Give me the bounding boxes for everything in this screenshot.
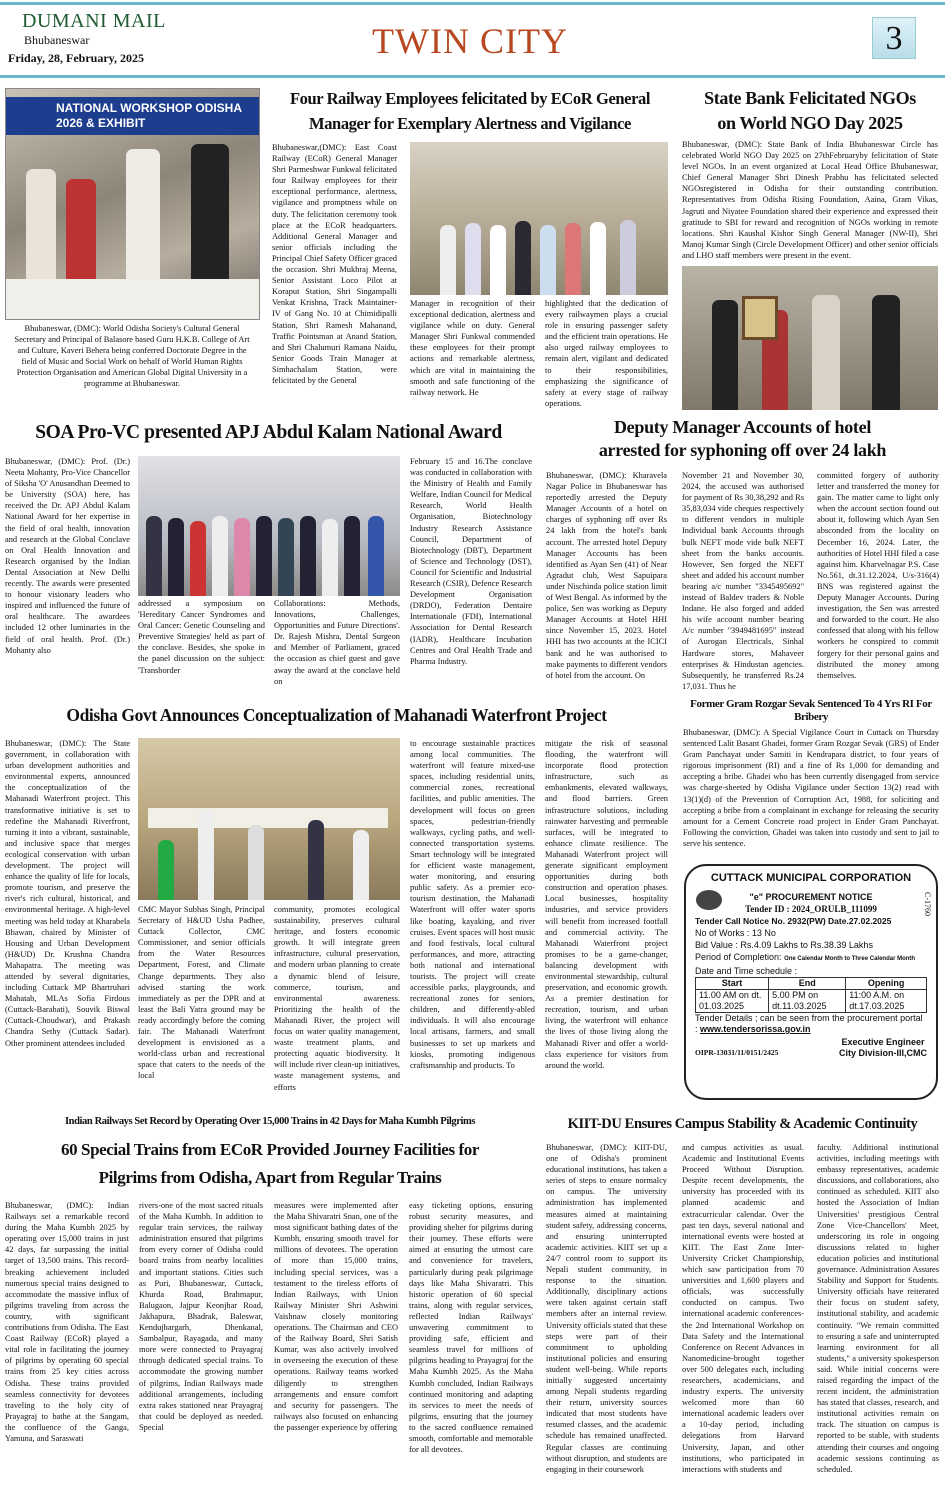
soa-headline: SOA Pro-VC presented APJ Abdul Kalam National Award <box>35 422 502 443</box>
workshop-banner: NATIONAL WORKSHOP ODISHA 2026 & EXHIBIT <box>6 97 259 135</box>
table-cell: 11.00 AM on dt. 01.03.2025 <box>696 990 769 1013</box>
paper-name: DUMANI MAIL <box>22 10 166 32</box>
deputy-col-3: committed forgery of authority letter and transferred the money for gain. The matter came to light only when the account section found out about it, following which Ayan Sen absconded from the locality on December 16, 2024. Later, the authorities of Hotel HHI filed a case against him. Kharvelnagar P.S. Case No.561, dt.31.12.2024, U/s-316(4) BNS was registered against the Deputy Manager Accounts. During investigation, the Sen was arrested and forwarded to the court. He also confessed that along with his fellow workers he conspired to commit forgery for their personal gains and distributed the money among themselves. <box>817 471 939 680</box>
kumbh-headline <box>5 1136 535 1192</box>
sbi-photo <box>682 266 938 410</box>
section-title: TWIN CITY <box>372 21 568 61</box>
kiit-col-3: faculty. Additional institutional activities, including meetings with embassy representatives, academic discussions, and collaborations, also continued as scheduled. KIIT also hosted the Association of Indian Universities' prestigious Central Zone Vice-Chancellors' Meet, underscoring its role in ongoing discussions related to higher education policies and institutional governance. Administration Assures Stability and Support for Students. University officials have reiterated their focus on student safety, institutional stability, and academic continuity. "We remain committed to ensuring a safe and uninterrupted learning environment for all students," a university spokesperson said. While initial concerns were raised regarding the impact of the recent incident, the administration has stated that classes, research, and institutional activities remain on track. The situation on campus is reported to be stable, with students attending their courses and ongoing academic sessions continuing as scheduled. <box>817 1143 939 1474</box>
kumbh-col-3: measures were implemented after the Maha Shivaratri Snan, one of the most significant bathing dates of the Kumbh, ensuring smooth travel for millions of devotees. The operation of more than 15,000 trains, including special services, was a testament to the tireless efforts of Indian Railways, with Union Railway Minister Shri Ashwini Vaishnaw closely monitoring operations. The Chairman and CEO of the Railway Board, Shri Satish Kumar, was also actively involved in overseeing the execution of these operations. Railway teams worked diligently to strengthen arrangements and ensure comfort and security for passengers. The railways also focused on enhancing the passenger experience by offering <box>274 1201 398 1432</box>
bottom-rule <box>0 75 945 78</box>
kumbh-col-4: easy ticketing options, ensuring robust security measures, and providing shelter for pilgrims during their journey. These efforts were aimed at ensuring the utmost care and convenience for travelers, particularly during peak pilgrimage days like Maha Shivaratri. This historic operation of 60 special trains, along with regular services, reflected Indian Railways' unwavering commitment to providing safe, efficient and seamless travel for millions of pilgrims heading to Prayagraj for the Maha Kumbh 2025. As the Maha Kumbh concluded, Indian Railways continued monitoring and adapting its services to meet the needs of pilgrims, ensuring that the journey to the sacred confluence remained smooth, comfortable and memorable for all devotees. <box>409 1201 533 1455</box>
mahanadi-col-4: to encourage sustainable practices among local communities. The waterfront will feature mixed-use spaces, including residential units, commercial zones, recreational facilities, and public amenities. The development will focus on green spaces, pedestrian-friendly walkways, cycling paths, and well-connected transportation systems. Smart technology will be integrated for efficient waste management, water monitoring, and ensuring public safety. As a premier eco-tourism destination, the Mahanadi Waterfront will offer water sports like boating, kayaking, and river cruises. Event spaces will host music and food festivals, local cultural performances, and more, attracting both national and international tourists. The project will create accessible parks, playgrounds, and recreational zones for seniors, children, and differently-abled individuals. It will also encourage local artisans, farmers, and small businesses to set up markets and kiosks, promoting indigenous craftsmanship and products. To <box>410 739 535 1070</box>
tender-details: Tender Details ; can be seen from the procurement portal : <box>695 1013 923 1034</box>
issue-date: Friday, 28, February, 2025 <box>8 51 144 65</box>
workshop-caption: Bhubaneswar, (DMC): World Odisha Society's Cultural General Secretary and Principal of Balasore based Guru H.K.B. College of Art and Culture, Kaveri Behera being conferred Doctorate Degree in the field of Music and Social Work on behalf of World Human Rights Protection Organisation and American Global Digital University in a programme at Bhubaneswar. <box>14 324 250 389</box>
tender-id: Tender ID : 2024_ORULB_111099 <box>745 904 877 914</box>
railway-col-1: Bhubaneswar,(DMC): East Coast Railway (ECoR) General Manager Shri Parmeshwar Funkwal felicitated four Railway employees for their exceptional performance, alertness, vigilance and promptness while on duty. The felicitation ceremony took place at the ECoR headquarters. Additional General Manager and senior officials including the Principal Chief Safety Officer graced the occasion. Shri Mukhraj Meena, Senior Assistant Loco Pilot at Koraput Station, Shri Singampalli Venkat Krishna, Track Maintainer-IV of Gang No. 10 at Chimidipalli Station, Shri Ramesh Mahanand, Traffic Pointsman at Anand Station, and Shri Chalumuri Ramana Naidu, Senior Goods Train Manager at Simhachalam Station, were felicitated by the General <box>272 143 397 385</box>
schedule-label: Date and Time schedule : <box>695 966 798 976</box>
page-number: 3 <box>872 17 916 59</box>
grs-body: Bhubaneswar, (DMC): A Special Vigilance Court in Cuttack on Thursday sentenced Lalit Basant Ghadei, former Gram Rozgar Sevak (GRS) of Ender Gram Panchayat under Samiti in Kendrapara district, to four years of rigorous imprisonment (RI) and a fine of Rs 1,000 for demanding and accepting a bribe. Ghadei who has been currently disengaged from service was charge-sheeted by Odisha Vigilance under Section 13(2) read with 13(1)(d) of the Prevention of Corruption Act, 1988, for soliciting and accepting a bribe from a complainant in exchange for releasing the security amount for a Cement Concrete road project in Ender Gram Panchayat. Following the conviction, Ghadei was taken into custody and sent to jail to serve his sentence. <box>683 728 939 848</box>
schedule-table <box>695 977 927 1013</box>
tender-org: CUTTACK MUNICIPAL CORPORATION <box>710 872 912 884</box>
mahanadi-col-5: mitigate the risk of seasonal flooding, the waterfront will incorporate flood protection infrastructure, such as embankments, elevated walkways, and flood barriers. Green infrastructure solutions, including rainwater harvesting and permeable surfaces, will be integrated to enhance climate resilience. The Mahanadi Waterfront project will generate significant employment opportunities during both construction and operation phases. Local businesses, hospitality industries, and service providers will benefit from increased footfall and commercial activity. The Mahanadi Waterfront project promises to be a game-changer, balancing development with environmental stewardship, cultural preservation, and economic growth. As a premier destination for recreation, tourism, and urban living, the waterfront will enhance the lives of those living along the Mahanadi River and offer a world-class experience for visitors from around the world. <box>545 739 668 1070</box>
period-value: One Calendar Month to Three Calendar Month <box>784 956 916 962</box>
grs-headline: Former Gram Rozgar Sevak Sentenced To 4 Yrs RI For Bribery <box>690 698 932 723</box>
soa-photo <box>138 456 400 596</box>
soa-col-2: addressed a symposium on 'Hereditary Cancer Syndromes and Oral Cancer: Genetic Counseling and Preventive Strategies' held as part of the conclave. Besides, she spoke in the panel discussion on the subject: 'Transborder <box>138 599 265 675</box>
tender-notice <box>684 864 938 1100</box>
signatory <box>839 1037 927 1059</box>
railway-col-3: highlighted that the dedication of every railwaymen plays a crucial role in ensuring passenger safety and the efficient train operations. He also urged railway employees to remain alert, vigilant and dedicated to their responsibilities, emphasizing the significance of safety at every stage of railway operations. <box>545 299 668 408</box>
city: Bhubaneswar <box>24 33 90 47</box>
soa-col-1: Bhubaneswar, (DMC): Prof. (Dr.) Neeta Mohanty, Pro-Vice Chancellor of Siksha 'O' Anusandhan Deemed to be University (SOA) here, has received the Dr. APJ Abdul Kalam National Award for her expertise in the field of oral health, innovation and research at the Global Conclave on Oral Health Innovation and Research organised by the Indian Dental Association at New Delhi recently. The awards were presented to honour visionary leaders who inspired and influenced the future of oral healthcare. The awardees included 12 other luminaries in the field of oral health. Prof. (Dr.) Mohanty also <box>5 457 130 655</box>
table-cell: 11:00 A.M. on dt.17.03.2025 <box>846 990 927 1013</box>
sbi-body: Bhubaneswar, (DMC): State Bank of India Bhubaneswar Circle has celebrated World NGO Day 2025 on 27thFebruaryby felicitation of State level NGOs. In an event organized at Local Head Office Bhubaneswar, Chief General Manager Shri Dinesh Prabhu has felicitated selected NGOsregistered in Odisha for their outstanding contribution. Representatives from Odisha Rising Foundation, Aaina, Gram Vikas, Jagruti and Niyatee Foundation shared their experience and expressed their gratitude to SBI for reward and recognition of NGOs working in remote locations. Shri Kaushal Kishor Singh General Manager (NW-II), Shri Manoj Kumar Singh (Circle Development Officer) and other senior officials and LHO staff members were present in the event. <box>682 140 938 260</box>
deputy-col-1: Bhubaneswar, (DMC): Kharavela Nagar Police in Bhubaneswar has reportedly arrested the Deputy Manager Accounts of a hotel on charges of syphoning off over Rs 24 lakh from the hotel's bank account. The arrested hotel Deputy Manager Accounts has been identified as Ayan Sen (41) of Near Agradut club, West Sapuipara under Nischinda police station limit of West Bengal. As informed by the police, Sen was working as Deputy Manager Accounts at Hotel HHI since November 15, 2023. Hotel HHI has two accounts at the ICICI bank and he was authorised to make payments to different vendors of hotel from the account. On <box>546 471 667 680</box>
signatory-title: Executive Engineer <box>841 1037 925 1047</box>
mahanadi-headline: Odisha Govt Announces Conceptualization of Mahanadi Waterfront Project <box>66 705 607 725</box>
railway-headline <box>272 86 668 136</box>
headline-line: Four Railway Employees felicitated by ECoR General <box>289 89 651 108</box>
mahanadi-col-1: Bhubaneswar, (DMC): The State government, in collaboration with urban development authorities and environmental experts, announced the conceptualization of the Mahanadi Waterfront project. This transformative initiative is set to redefine the Mahanadi Riverfront, turning it into a vibrant, sustainable, and inclusive space that merges ecological conservation with urban development. The project will enhance the quality of life for locals, promote tourism, and preserve the river's rich cultural, historical, and environmental heritage. A high-level meeting was held today at Kharabela Bhawan, chaired by Minister of Housing and Urban Development (H&UD) Dr. Krushna Chandra Mahapatra. The meeting was attended by several dignitaries, including Cuttack MP Bhartruhari Mahatab, MLAs Sofia Firdous (Cuttack-Barabati), Souvik Biswal (Cuttack-Choudwar), and Prakash Chandra Sethy (Cuttack Sadar). Other prominent attendees included <box>5 739 130 1048</box>
headline-line: 60 Special Trains from ECoR Provided Journey Facilities for <box>60 1140 480 1159</box>
mahanadi-col-3: community, promotes ecological sustainability, preserves cultural heritage, and fosters economic growth. It will integrate green infrastructure, cultural preservation, and modern urban planning to create a dynamic blend of leisure, commerce, tourism, and environmental awareness. Prioritizing the health of the Mahanadi River, the project will focus on water quality management, waste treatment plants, and protecting aquatic biodiversity. It will include river clean-up initiatives, waste management systems, and efforts <box>274 905 400 1092</box>
workshop-photo <box>5 88 260 320</box>
tender-works: No of Works : 13 No <box>695 928 776 938</box>
signatory-office: City Division-III,CMC <box>838 1048 927 1058</box>
tender-bid-value: Bid Value : Rs.4.09 Lakhs to Rs.38.39 Lakhs <box>695 940 873 950</box>
headline-line: Deputy Manager Accounts of hotel <box>613 417 872 437</box>
kiit-headline: KIIT-DU Ensures Campus Stability & Academic Continuity <box>567 1116 918 1132</box>
table-cell: 5.00 PM on dt.11.03.2025 <box>769 990 846 1013</box>
headline-line: arrested for syphoning off over 24 lakh <box>598 440 887 460</box>
headline-line: State Bank Felicitated NGOs <box>704 88 916 108</box>
headline-line: Pilgrims from Odisha, Apart from Regular Trains <box>98 1168 442 1187</box>
railway-col-2: Manager in recognition of their exceptional dedication, alertness and vigilance while on duty. General Manager Shri Funkwal commended these employees for their prompt actions and remarkable alertness, which are vital in maintaining the smooth and safe functioning of the railway network. He <box>410 299 535 397</box>
mahanadi-photo <box>138 738 400 900</box>
table-header: End <box>769 978 846 990</box>
kumbh-col-2: rivers-one of the most sacred rituals of the Maha Kumbh. In addition to regular train services, the railway administration ensured that pilgrims from every corner of Odisha could board trains from nearby localities and important stations. Cities such as Puri, Bhubaneswar, Cuttack, Khurda Road, Brahmapur, Balugaon, Jajpur Keonjhar Road, Jakhapura, Bhadrak, Baleswar, Kendujhargarh, Dhenkanal, Sambalpur, Rayagada, and many more were connected to Prayagraj through dedicated special trains. To accommodate the growing number of pilgrims, Indian Railways made additional arrangements, including extra rakes stationed near Prayagraj that could be deployed as needed. Special <box>139 1201 263 1432</box>
tender-code: C-1760 <box>923 892 932 916</box>
railway-photo <box>410 142 668 295</box>
table-header: Start <box>696 978 769 990</box>
soa-col-3: Collaborations: Methods, Innovations, Challenges, Opportunities and Future Directions'. Dr. Rajesh Mishra, Dental Surgeon and Member of Parliament, graced the occasion as chief guest and gave away the award at the conclave held on <box>274 599 400 686</box>
deputy-headline <box>545 416 940 462</box>
headline-line: on World NGO Day 2025 <box>717 113 903 133</box>
soa-col-4: February 15 and 16.The conclave was conducted in collaboration with the Ministry of Health and Family Welfare, Indian Council for Medical Research, World Health Organisation, Biotechnology Industry Research Assistance Council, Department of Biotechnology (DBT), Department of Science and Technology (DST), Council for Scientific and Industrial Research (CSIR), Defence Research Development Organisation (DRDO), Federation Dentaire Internationale (FDI), International Association for Dental Research (IADR), Healthcare Incubation Centres and Oral Health Trade and Pharma Industry. <box>410 457 532 666</box>
mahanadi-col-2: CMC Mayor Subhas Singh, Principal Secretary of H&UD Usha Padhee, Cuttack Collector, CMC Commissioner, and senior officials from the Water Resources Department, Forest, and Climate Change departments. They also advised starting the work immediately as per the DPR and at least the Bali Yatra ground may be ready accordingly before the coming fair. The Mahanadi Waterfront development is envisioned as a world-class urban and recreational space that caters to the needs of the local <box>138 905 265 1081</box>
oipr-number: OIPR-13031/11/0151/2425 <box>695 1048 779 1057</box>
kiit-col-1: Bhubaneswar, (DMC): KIIT-DU, one of Odisha's prominent educational institutions, has taken a series of steps to ensure normalcy on campus. The university administration has implemented measures aimed at maintaining student safety, addressing concerns, and ensuring uninterrupted academic activities. KIIT set up a 24/7 control room to support its Nepali student community, in response to the situation. Additionally, disciplinary actions were taken against certain staff members after an internal review. University officials stated that these steps were part of their commitment to upholding institutional policies and ensuring student well-being. While reports initially suggested uncertainty among Nepali students regarding their return, university sources indicated that most students have resumed classes, and the academic schedule has remained unaffected. Regular classes are continuing without disruption, and students are engaging in their coursework <box>546 1143 667 1474</box>
tender-title: "e" PROCUREMENT NOTICE <box>749 892 873 902</box>
portal-link[interactable]: www.tendersorissa.gov.in <box>700 1024 811 1034</box>
period-label: Period of Completion: <box>695 952 782 962</box>
kiit-col-2: and campus activities as usual. Academic and Institutional Events Proceed Without Disruption. Despite recent developments, the university has proceeded with its planned academic and extracurricular calendar. Over the past ten days, several national and international events were hosted at KIIT. The East Zone Inter-University Cricket Championship, which saw participation from 70 universities and 1,600 players and officials, was successfully conducted on campus. Two international academic conferences-the 2nd International Workshop on Data Safety and the International Conference on Recent Advances in Nanomedicine-brought together over 500 delegates each, including researchers, academicians, and industry experts. The university welcomed more than 60 international academic leaders over a 10-day period, including delegations from Harvard University, Japan, and other institutions, who participated in interactions with students and <box>682 1143 804 1474</box>
headline-line: Manager for Exemplary Alertness and Vigilance <box>309 114 631 133</box>
sbi-headline <box>682 86 938 136</box>
tender-call-notice: Tender Call Notice No. 2932(PW) Date.27.02.2025 <box>695 916 892 926</box>
kumbh-col-1: Bhubaneswar, (DMC): Indian Railways set a remarkable record during the Maha Kumbh 2025 by operating over 15,000 trains in just 42 days, far surpassing the initial target of 13,500 trains. This record-breaking achievement included numerous special trains designed to accommodate the massive influx of pilgrims traveling from across the country, with significant contributions from Odisha. The East Coast Railway (ECoR) played a vital role in facilitating the journey of pilgrims by operating 60 special trains from 25 key cities across Odisha. These trains provided seamless connectivity for devotees traveling to the holy city of Prayagraj to bathe at the Sangam, the confluence of the Ganga, Yamuna, and Saraswati <box>5 1201 129 1443</box>
cmc-logo-icon <box>696 890 722 910</box>
top-rule <box>0 2 945 5</box>
table-header: Opening <box>846 978 927 990</box>
deputy-col-2: November 21 and November 30, 2024, the accused was authorised for payment of Rs 30,38,292 and Rs 35,83,034 vide cheques respectively to different vendors in multiple Individual bank Accounts through bulk NEFT mode vide bulk NEFT sheet from the banks accounts. However, Sen forged the NEFT sheet and added his account number bearing a/c number "3345495692" instead of Baldev traders & Noble Indane. He also forged and added his wife account number bearing A/c number "3949481695" instead of Aurogan Electricals, Sinhal Hardware stores, Mahaveer enterprises & Hindustan agencies. Subsequently, he transferred Rs.24 17,031. Thus he <box>682 471 804 691</box>
kumbh-kicker: Indian Railways Set Record by Operating Over 15,000 Trains in 42 Days for Maha Kumbh Pilgrims <box>64 1116 476 1127</box>
